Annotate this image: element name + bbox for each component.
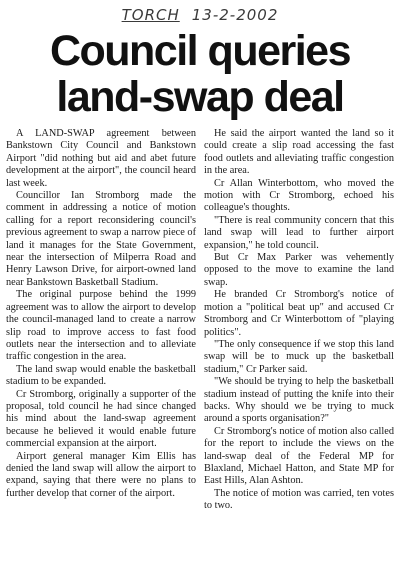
article-paragraph: The original purpose behind the 1999 agreement was to allow the airport to develop the council-managed land to create a narrow slip road to improve access to fast food outlets near the intersection and to alleviate traffic congestion in the area. (6, 289, 196, 363)
headline-line-2: land-swap deal (56, 73, 344, 121)
headline-line-1: Council queries (49, 27, 351, 75)
article-column-right (204, 128, 394, 513)
article-paragraph: He branded Cr Stromborg's notice of motion a "political beat up" and accused Cr Stromborg and Cr Winterbottom of "playing politics". (204, 289, 394, 338)
article-body (6, 128, 394, 513)
article-paragraph: "We should be trying to help the basketball stadium instead of putting the knife into their backs. Why should we be trying to muck around a sports organisation?" (204, 376, 394, 425)
article-paragraph: Airport general manager Kim Ellis has denied the land swap will allow the airport to expand, saying that there were no plans to further develop that corner of the airport. (6, 450, 196, 499)
article-paragraph: Councillor Ian Stromborg made the comment in addressing a notice of motion calling for a report reconsidering council's previous agreement to swap a narrow piece of land it manages for the State Government, near the intersection of Milperra Road and Henry Lawson Drive, for airport-owned land near Bankstown Basketball Stadium. (6, 190, 196, 288)
article-column-left (6, 128, 196, 513)
source-name: TORCH (121, 6, 180, 24)
article-paragraph: "There is real community concern that this land swap will lead to further airport expansion," he told council. (204, 214, 394, 251)
article-paragraph: Cr Stromborg's notice of motion also called for the report to include the views on the land-swap deal of the Federal MP for Blaxland, Michael Hatton, and State MP for East Hills, Alan Ashton. (204, 425, 394, 487)
article-paragraph: A LAND-SWAP agreement between Bankstown City Council and Bankstown Airport "did nothing but aid and abet future development at the airport", the council heard last week. (6, 128, 196, 189)
headline (6, 28, 394, 120)
handwritten-source-note (6, 4, 394, 26)
article-paragraph: Cr Stromborg, originally a supporter of the proposal, told council he had since changed his mind about the land-swap agreement because he believed it would enable future commercial expansion at the airport. (6, 388, 196, 450)
source-date: 13-2-2002 (191, 6, 279, 24)
article-paragraph: He said the airport wanted the land so it could create a slip road accessing the fast food outlets and alleviating traffic congestion in the area. (204, 128, 394, 177)
article-paragraph: But Cr Max Parker was vehemently opposed to the move to examine the land swap. (204, 252, 394, 288)
article-paragraph: The land swap would enable the basketball stadium to be expanded. (6, 363, 196, 388)
article-paragraph: "The only consequence if we stop this land swap will be to muck up the basketball stadium," Cr Parker said. (204, 338, 394, 375)
article-paragraph: The notice of motion was carried, ten votes to two. (204, 487, 394, 512)
article-paragraph: Cr Allan Winterbottom, who moved the motion with Cr Stromborg, echoed his colleague's thoughts. (204, 177, 394, 214)
